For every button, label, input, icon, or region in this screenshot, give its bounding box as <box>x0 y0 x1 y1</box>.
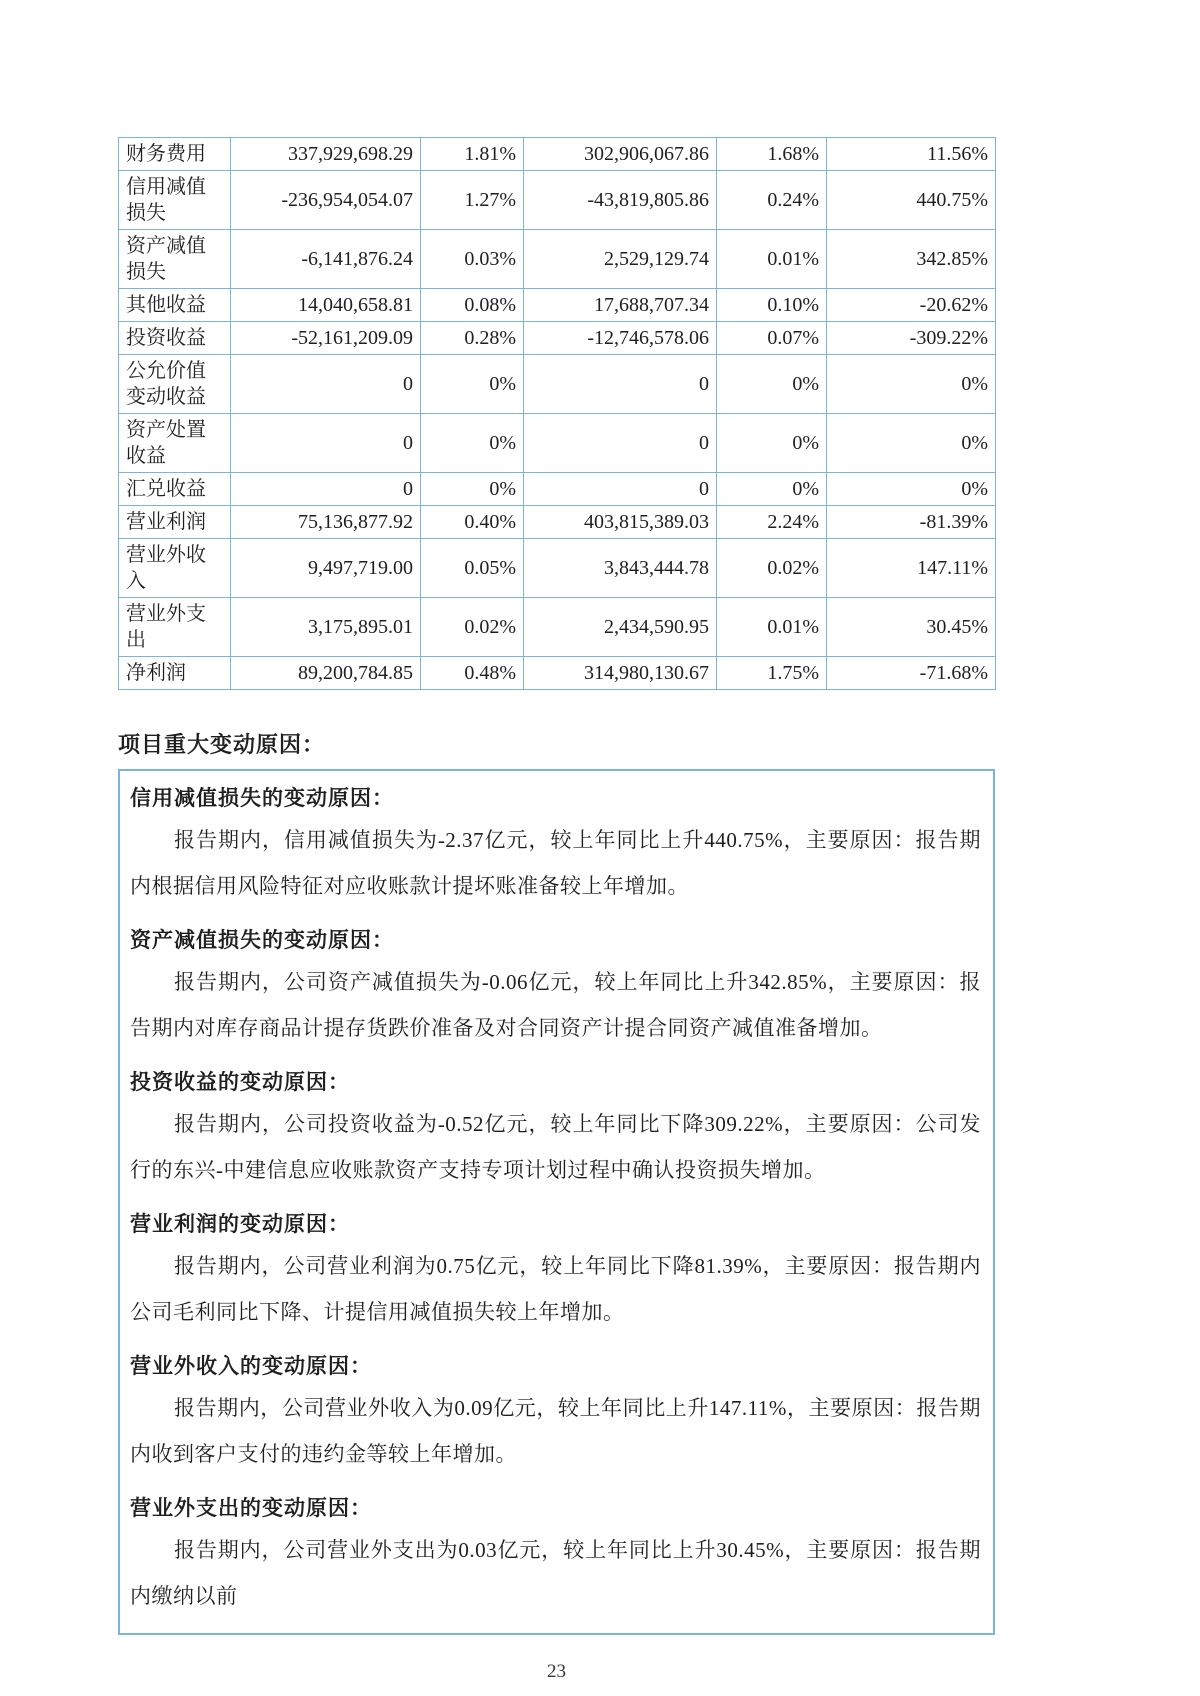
cell-pct-current: 0.02% <box>421 598 524 657</box>
cell-amount-current: 0 <box>231 355 421 414</box>
cell-pct-current: 0.28% <box>421 322 524 355</box>
cell-pct-prior: 0.01% <box>717 230 827 289</box>
row-label: 营业外支出 <box>119 598 231 657</box>
cell-pct-current: 1.81% <box>421 138 524 171</box>
cell-amount-prior: 3,843,444.78 <box>524 539 717 598</box>
cell-amount-current: -6,141,876.24 <box>231 230 421 289</box>
cell-yoy-change: 30.45% <box>827 598 996 657</box>
table-row <box>119 322 996 355</box>
cell-pct-current: 0.03% <box>421 230 524 289</box>
financial-items-table <box>118 137 996 690</box>
cell-amount-prior: 17,688,707.34 <box>524 289 717 322</box>
reason-heading-non-operating-income: 营业外收入的变动原因： <box>130 1354 372 1378</box>
cell-pct-current: 0.05% <box>421 539 524 598</box>
page-content <box>118 137 995 1683</box>
cell-yoy-change: -71.68% <box>827 657 996 690</box>
cell-amount-prior: 2,434,590.95 <box>524 598 717 657</box>
cell-amount-prior: 314,980,130.67 <box>524 657 717 690</box>
cell-yoy-change: -309.22% <box>827 322 996 355</box>
cell-pct-current: 0% <box>421 355 524 414</box>
reason-heading-non-operating-expense: 营业外支出的变动原因： <box>130 1496 372 1520</box>
cell-amount-current: 337,929,698.29 <box>231 138 421 171</box>
cell-yoy-change: -20.62% <box>827 289 996 322</box>
row-label: 营业外收入 <box>119 539 231 598</box>
reason-body-credit-impairment: 报告期内，信用减值损失为-2.37亿元，较上年同比上升440.75%，主要原因：报告期内根据信用风险特征对应收账款计提坏账准备较上年增加。 <box>130 828 981 898</box>
reason-body-non-operating-income: 报告期内，公司营业外收入为0.09亿元，较上年同比上升147.11%，主要原因：报告期内收到客户支付的违约金等较上年增加。 <box>130 1396 981 1466</box>
table-row <box>119 138 996 171</box>
table-row <box>119 171 996 230</box>
table-row <box>119 598 996 657</box>
cell-pct-prior: 0.07% <box>717 322 827 355</box>
row-label: 汇兑收益 <box>119 473 231 506</box>
cell-yoy-change: 0% <box>827 355 996 414</box>
cell-amount-current: 89,200,784.85 <box>231 657 421 690</box>
cell-pct-current: 0.48% <box>421 657 524 690</box>
table-row <box>119 355 996 414</box>
cell-pct-current: 0.40% <box>421 506 524 539</box>
cell-amount-prior: -43,819,805.86 <box>524 171 717 230</box>
cell-amount-current: 14,040,658.81 <box>231 289 421 322</box>
row-label: 投资收益 <box>119 322 231 355</box>
cell-amount-current: 3,175,895.01 <box>231 598 421 657</box>
cell-pct-current: 1.27% <box>421 171 524 230</box>
reason-heading-operating-profit: 营业利润的变动原因： <box>130 1212 350 1236</box>
table-row <box>119 414 996 473</box>
cell-yoy-change: 0% <box>827 473 996 506</box>
table-row <box>119 473 996 506</box>
cell-pct-current: 0% <box>421 414 524 473</box>
cell-amount-prior: -12,746,578.06 <box>524 322 717 355</box>
cell-amount-prior: 0 <box>524 473 717 506</box>
cell-amount-current: 0 <box>231 473 421 506</box>
cell-yoy-change: 440.75% <box>827 171 996 230</box>
reason-heading-credit-impairment: 信用减值损失的变动原因： <box>130 786 394 810</box>
page-number: 23 <box>547 1661 566 1682</box>
row-label: 信用减值损失 <box>119 171 231 230</box>
reason-body-non-operating-expense: 报告期内，公司营业外支出为0.03亿元，较上年同比上升30.45%，主要原因：报告期内缴纳以前 <box>130 1538 981 1608</box>
reason-heading-asset-impairment: 资产减值损失的变动原因： <box>130 928 394 952</box>
reasons-box <box>118 769 995 1635</box>
row-label: 资产减值损失 <box>119 230 231 289</box>
cell-amount-current: -236,954,054.07 <box>231 171 421 230</box>
table-row <box>119 539 996 598</box>
cell-amount-current: 9,497,719.00 <box>231 539 421 598</box>
table-row <box>119 230 996 289</box>
reason-heading-investment-income: 投资收益的变动原因： <box>130 1070 350 1094</box>
cell-amount-current: -52,161,209.09 <box>231 322 421 355</box>
cell-pct-prior: 2.24% <box>717 506 827 539</box>
cell-yoy-change: 147.11% <box>827 539 996 598</box>
cell-amount-prior: 0 <box>524 414 717 473</box>
cell-amount-prior: 403,815,389.03 <box>524 506 717 539</box>
row-label: 公允价值变动收益 <box>119 355 231 414</box>
row-label: 财务费用 <box>119 138 231 171</box>
cell-amount-prior: 0 <box>524 355 717 414</box>
cell-pct-current: 0% <box>421 473 524 506</box>
cell-pct-prior: 0.24% <box>717 171 827 230</box>
table-row <box>119 289 996 322</box>
cell-yoy-change: 11.56% <box>827 138 996 171</box>
cell-pct-prior: 0% <box>717 355 827 414</box>
cell-pct-current: 0.08% <box>421 289 524 322</box>
reason-body-operating-profit: 报告期内，公司营业利润为0.75亿元，较上年同比下降81.39%，主要原因：报告期内公司毛利同比下降、计提信用减值损失较上年增加。 <box>130 1254 981 1324</box>
cell-amount-current: 0 <box>231 414 421 473</box>
cell-pct-prior: 0% <box>717 473 827 506</box>
reason-body-investment-income: 报告期内，公司投资收益为-0.52亿元，较上年同比下降309.22%，主要原因：公司发行的东兴-中建信息应收账款资产支持专项计划过程中确认投资损失增加。 <box>130 1112 981 1182</box>
cell-amount-prior: 2,529,129.74 <box>524 230 717 289</box>
row-label: 资产处置收益 <box>119 414 231 473</box>
cell-pct-prior: 1.75% <box>717 657 827 690</box>
cell-amount-prior: 302,906,067.86 <box>524 138 717 171</box>
cell-yoy-change: 342.85% <box>827 230 996 289</box>
cell-pct-prior: 0.10% <box>717 289 827 322</box>
row-label: 营业利润 <box>119 506 231 539</box>
row-label: 净利润 <box>119 657 231 690</box>
section-title: 项目重大变动原因： <box>118 732 326 757</box>
cell-pct-prior: 1.68% <box>717 138 827 171</box>
cell-pct-prior: 0% <box>717 414 827 473</box>
table-row <box>119 506 996 539</box>
cell-yoy-change: 0% <box>827 414 996 473</box>
reason-body-asset-impairment: 报告期内，公司资产减值损失为-0.06亿元，较上年同比上升342.85%，主要原因：报告期内对库存商品计提存货跌价准备及对合同资产计提合同资产减值准备增加。 <box>130 970 981 1040</box>
cell-pct-prior: 0.02% <box>717 539 827 598</box>
cell-pct-prior: 0.01% <box>717 598 827 657</box>
row-label: 其他收益 <box>119 289 231 322</box>
cell-yoy-change: -81.39% <box>827 506 996 539</box>
cell-amount-current: 75,136,877.92 <box>231 506 421 539</box>
table-row <box>119 657 996 690</box>
